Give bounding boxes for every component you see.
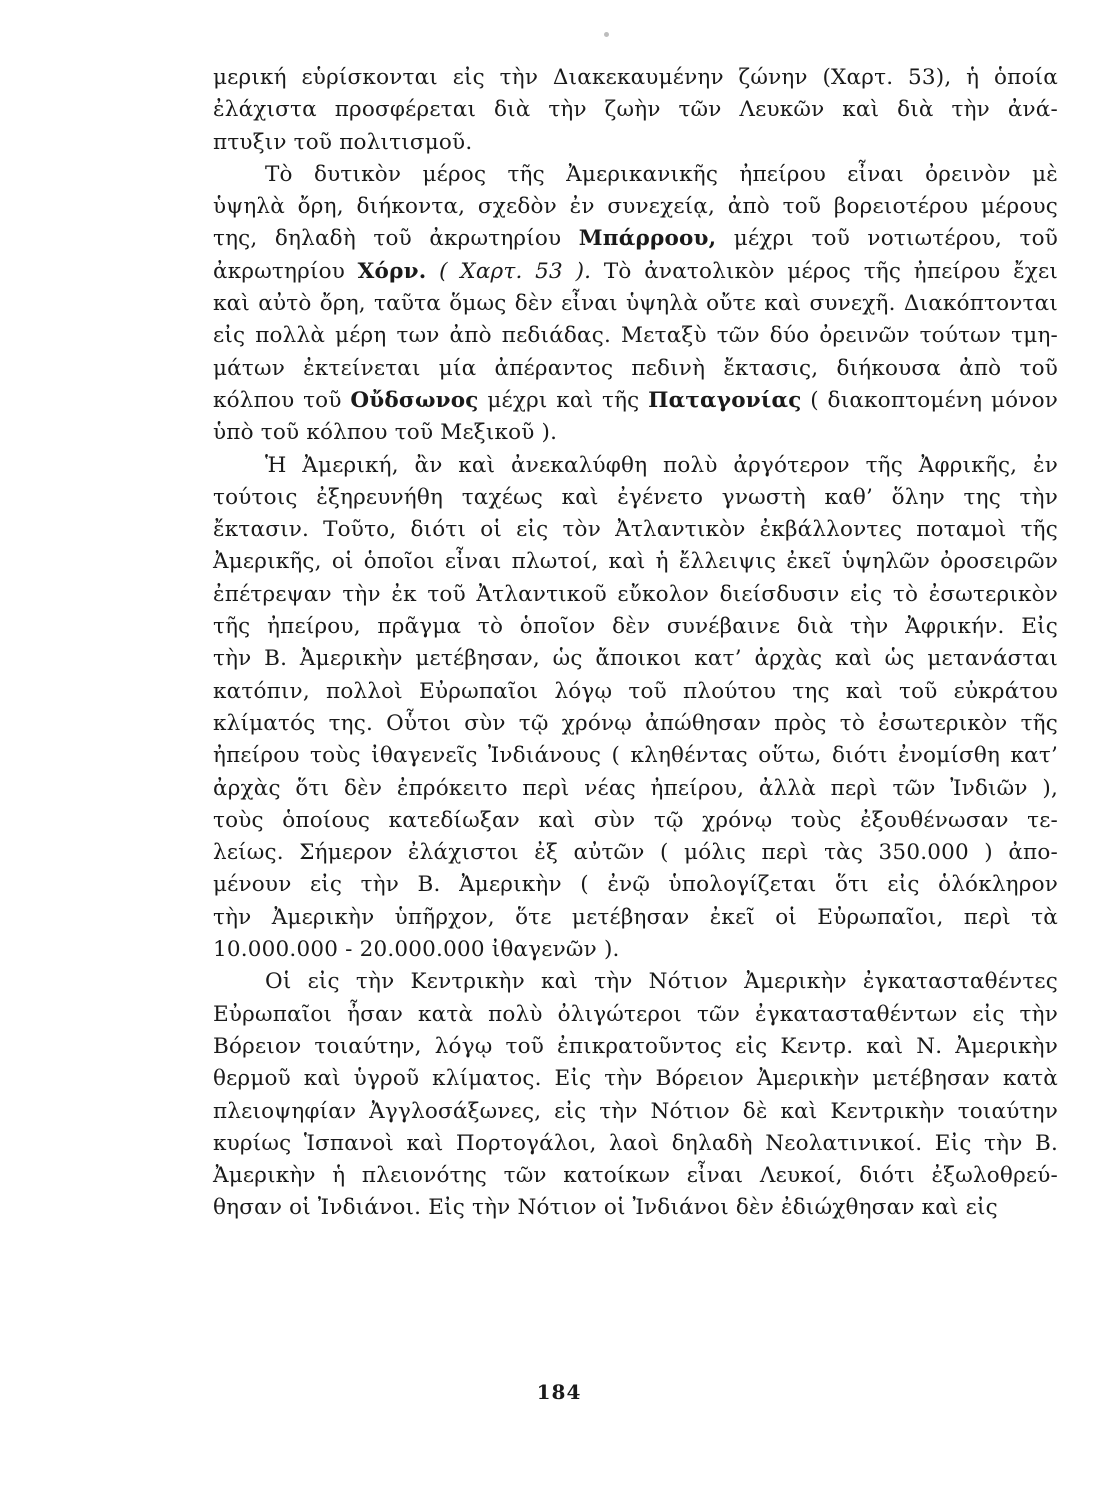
text-line: Ἀμερικὴν ἡ πλειονότης τῶν κατοίκων εἶναι Λευκοί, διότι ἐξωλοθρεύ- <box>213 1163 1058 1189</box>
text-line: 10.000.000 - 20.000.000 ἰθαγενῶν ). <box>213 937 620 963</box>
text-line: καὶ αὐτὸ ὄρη, ταῦτα ὅμως δὲν εἶναι ὑψηλὰ οὔτε καὶ συνεχῆ. Διακόπτονται <box>213 291 1058 317</box>
text-line: Ἡ Ἀμερική, ἂν καὶ ἀνεκαλύφθη πολὺ ἀργότερον τῆς Ἀφρικῆς, ἐν <box>265 452 1058 478</box>
text-line: Ἀμερικῆς, οἱ ὁποῖοι εἶναι πλωτοί, καὶ ἡ ἔλλειψις ἐκεῖ ὑψηλῶν ὀροσειρῶν <box>213 549 1058 575</box>
italic-reference: ( Χαρτ. 53 ). <box>439 258 592 284</box>
text-line: ὑψηλὰ ὄρη, διήκοντα, σχεδὸν ἐν συνεχείᾳ, ἀπὸ τοῦ βορειοτέρου μέρους <box>213 194 1058 220</box>
page-number: 184 <box>536 1380 582 1404</box>
text-line: ἠπείρου τοὺς ἰθαγενεῖς Ἰνδιάνους ( κληθέντας οὕτω, διότι ἐνομίσθη κατ’ <box>213 743 1058 769</box>
text-line: Βόρειον τοιαύτην, λόγῳ τοῦ ἐπικρατοῦντος εἰς Κεντρ. καὶ Ν. Ἀμερικὴν <box>213 1033 1058 1059</box>
text-line: ἀρχὰς ὅτι δὲν ἐπρόκειτο περὶ νέας ἠπείρου, ἀλλὰ περὶ τῶν Ἰνδιῶν ), <box>213 775 1058 801</box>
text-line: Τὸ δυτικὸν μέρος τῆς Ἀμερικανικῆς ἠπείρου εἶναι ὀρεινὸν μὲ <box>265 161 1058 187</box>
text-line: Εὐρωπαῖοι ἦσαν κατὰ πολὺ ὀλιγώτεροι τῶν ἐγκατασταθέντων εἰς τὴν <box>213 1001 1058 1027</box>
scan-speck <box>604 32 609 37</box>
text-line: τὴν Β. Ἀμερικὴν μετέβησαν, ὡς ἄποικοι κατ’ ἀρχὰς καὶ ὡς μετανάσται <box>213 646 1058 672</box>
text-line: Οἱ εἰς τὴν Κεντρικὴν καὶ τὴν Νότιον Ἀμερικὴν ἐγκατασταθέντες <box>265 969 1058 995</box>
text-line: θερμοῦ καὶ ὑγροῦ κλίματος. Εἰς τὴν Βόρειον Ἀμερικὴν μετέβησαν κατὰ <box>213 1066 1058 1092</box>
bold-term: Οὔδσωνος <box>350 387 479 413</box>
bold-term: Μπάρροου, <box>578 226 717 252</box>
text-line: τούτοις ἐξηρευνήθη ταχέως καὶ ἐγένετο γνωστὴ καθ’ ὅλην της τὴν <box>213 484 1058 510</box>
text-line: ἀκρωτηρίου Χόρν. ( Χαρτ. 53 ). Τὸ ἀνατολικὸν μέρος τῆς ἠπείρου ἔχει <box>213 258 1059 284</box>
text-line: πλειοψηφίαν Ἀγγλοσάξωνες, εἰς τὴν Νότιον δὲ καὶ Κεντρικὴν τοιαύτην <box>213 1098 1058 1124</box>
text-line: θησαν οἱ Ἰνδιάνοι. Εἰς τὴν Νότιον οἱ Ἰνδιάνοι δὲν ἐδιώχθησαν καὶ εἰς <box>213 1195 998 1221</box>
text-line: κατόπιν, πολλοὶ Εὐρωπαῖοι λόγῳ τοῦ πλούτου της καὶ τοῦ εὐκράτου <box>213 678 1058 704</box>
text-line: πτυξιν τοῦ πολιτισμοῦ. <box>213 129 473 155</box>
text-line: λείως. Σήμερον ἐλάχιστοι ἐξ αὐτῶν ( μόλις περὶ τὰς 350.000 ) ἀπο- <box>213 840 1058 866</box>
text-line: μένουν εἰς τὴν Β. Ἀμερικὴν ( ἐνῷ ὑπολογίζεται ὅτι εἰς ὁλόκληρον <box>213 872 1058 898</box>
text-line: κυρίως Ἱσπανοὶ καὶ Πορτογάλοι, λαοὶ δηλαδὴ Νεολατινικοί. Εἰς τὴν Β. <box>213 1130 1058 1156</box>
paragraph <box>213 62 1058 159</box>
text-line: εἰς πολλὰ μέρη των ἀπὸ πεδιάδας. Μεταξὺ τῶν δύο ὀρεινῶν τούτων τμη- <box>213 323 1058 349</box>
paragraph <box>213 450 1058 967</box>
text-line: της, δηλαδὴ τοῦ ἀκρωτηρίου Μπάρροου, μέχρι τοῦ νοτιωτέρου, τοῦ <box>213 226 1058 252</box>
text-line: ὑπὸ τοῦ κόλπου τοῦ Μεξικοῦ ). <box>213 420 558 446</box>
bold-term: Παταγονίας <box>648 387 802 413</box>
text-line: τῆς ἠπείρου, πρᾶγμα τὸ ὁποῖον δὲν συνέβαινε διὰ τὴν Ἀφρικήν. Εἰς <box>213 614 1058 640</box>
text-line: τοὺς ὁποίους κατεδίωξαν καὶ σὺν τῷ χρόνῳ τοὺς ἐξουθένωσαν τε- <box>213 807 1058 833</box>
text-line: μάτων ἐκτείνεται μία ἀπέραντος πεδινὴ ἔκτασις, διήκουσα ἀπὸ τοῦ <box>213 355 1058 381</box>
text-line: ἔκτασιν. Τοῦτο, διότι οἱ εἰς τὸν Ἀτλαντικὸν ἐκβάλλοντες ποταμοὶ τῆς <box>213 517 1058 543</box>
paragraph <box>213 159 1058 450</box>
text-line: μερική εὑρίσκονται εἰς τὴν Διακεκαυμένην ζώνην (Χαρτ. 53), ἡ ὁποία <box>213 65 1058 90</box>
text-line: ἐπέτρεψαν τὴν ἐκ τοῦ Ἀτλαντικοῦ εὔκολον διείσδυσιν εἰς τὸ ἐσωτερικὸν <box>213 581 1058 607</box>
text-line: κόλπου τοῦ Οὔδσωνος μέχρι καὶ τῆς Παταγονίας ( διακοπτομένη μόνον <box>213 387 1058 413</box>
text-line: τὴν Ἀμερικὴν ὑπῆρχον, ὅτε μετέβησαν ἐκεῖ οἱ Εὐρωπαῖοι, περὶ τὰ <box>213 904 1058 930</box>
body-text <box>213 62 1058 1225</box>
text-line: κλίματός της. Οὗτοι σὺν τῷ χρόνῳ ἀπώθησαν πρὸς τὸ ἐσωτερικὸν τῆς <box>213 710 1058 736</box>
bold-term: Χόρν. <box>357 258 427 284</box>
paragraph <box>213 966 1058 1224</box>
text-line: ἐλάχιστα προσφέρεται διὰ τὴν ζωὴν τῶν Λευκῶν καὶ διὰ τὴν ἀνά- <box>213 97 1058 123</box>
